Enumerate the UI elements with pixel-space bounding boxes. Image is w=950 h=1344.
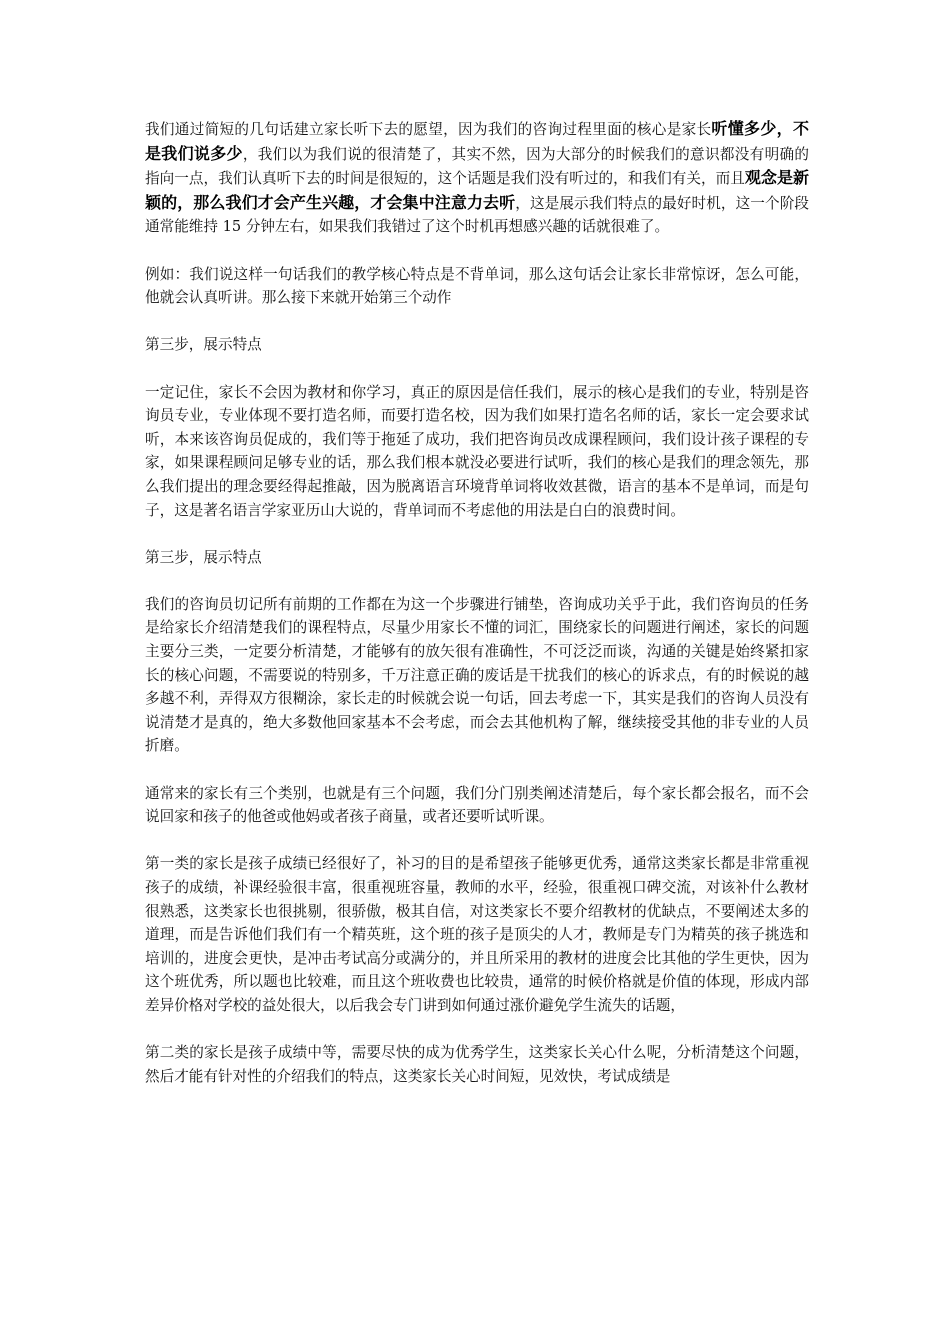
- paragraph-1-text-e: ，这是展示我们特点的最好时机，这一个阶段通常能维持 15 分钟左右，如果我们我错过了这个时机再想感兴趣的话就很难了。: [145, 194, 809, 236]
- section-heading-1: 第三步，展示特点: [145, 336, 262, 354]
- document-body: [145, 117, 809, 1112]
- paragraph-5: 通常来的家长有三个类别，也就是有三个问题，我们分门别类阐述清楚后，每个家长都会报名，而不会说回家和孩子的他爸或他妈或者孩子商量，或者还要听试听课。: [145, 784, 809, 826]
- paragraph-3: 一定记住，家长不会因为教材和你学习，真正的原因是信任我们，展示的核心是我们的专业，特别是咨询员专业，专业体现不要打造名师，而要打造名校，因为我们如果打造名名师的话，家长一定会要求试听，本来该咨询员促成的，我们等于拖延了成功，我们把咨询员改成课程顾问，我们设计孩子课程的专家，如果课程顾问足够专业的话，那么我们根本就没必要进行试听，我们的核心是我们的理念领先，那么我们提出的理念要经得起推敲，因为脱离语言环境背单词将收效甚微，语言的基本不是单词，而是句子，这是著名语言学家亚历山大说的，背单词而不考虑他的用法是白白的浪费时间。: [145, 383, 809, 519]
- paragraph-1-text-a: 我们通过简短的几句话建立家长听下去的愿望，因为我们的咨询过程里面的核心是家长: [145, 121, 712, 138]
- paragraph-1-text-c: ，我们以为我们说的很清楚了，其实不然，因为大部分的时候我们的意识都没有明确的指向一点，我们认真听下去的时间是很短的，这个话题是我们没有听过的，和我们有关，而且: [145, 145, 809, 188]
- section-heading-2: 第三步，展示特点: [145, 548, 262, 566]
- paragraph-6: 第一类的家长是孩子成绩已经很好了，补习的目的是希望孩子能够更优秀，通常这类家长都是非常重视孩子的成绩，补课经验很丰富，很重视班容量，教师的水平，经验，很重视口碑交流，对该补什么教材很熟悉，这类家长也很挑剔，很骄傲，极其自信，对这类家长不要介绍教材的优缺点，不要阐述太多的道理，而是告诉他们我们有一个精英班，这个班的孩子是顶尖的人才，教师是专门为精英的孩子挑选和培训的，进度会更快，是冲击考试高分或满分的，并且所采用的教材的进度会比其他的学生更快，因为这个班优秀，所以题也比较难，而且这个班收费也比较贵，通常的时候价格就是价值的体现，形成内部差异价格对学校的益处很大，以后我会专门讲到如何通过涨价避免学生流失的话题，: [145, 855, 809, 1014]
- paragraph-4: 我们的咨询员切记所有前期的工作都在为这一个步骤进行铺垫，咨询成功关乎于此，我们咨询员的任务是给家长介绍清楚我们的课程特点，尽量少用家长不懂的词汇，围绕家长的问题进行阐述，家长的问题主要分三类，一定要分析清楚，才能够有的放矢很有准确性，不可泛泛而谈，沟通的关键是始终紧扣家长的核心问题，不需要说的特别多，千万注意正确的废话是干扰我们的核心的诉求点，有的时候说的越多越不利，弄得双方很糊涂，家长走的时候就会说一句话，回去考虑一下，其实是我们的咨询人员没有说清楚才是真的，绝大多数他回家基本不会考虑，而会去其他机构了解，继续接受其他的非专业的人员折磨。: [145, 595, 809, 755]
- paragraph-1-emphasis-2: 观念是新颖的，那么我们才会产生兴趣，才会集中注意力去听: [145, 168, 809, 212]
- paragraph-2: 例如：我们说这样一句话我们的教学核心特点是不背单词，那么这句话会让家长非常惊讶，怎么可能，他就会认真听讲。那么接下来就开始第三个动作: [145, 265, 809, 307]
- paragraph-1: [145, 117, 809, 239]
- paragraph-7: 第二类的家长是孩子成绩中等，需要尽快的成为优秀学生，这类家长关心什么呢，分析清楚这个问题，然后才能有针对性的介绍我们的特点，这类家长关心时间短，见效快，考试成绩是: [145, 1044, 809, 1085]
- paragraph-1-emphasis-1: 听懂多少，不是我们说多少: [145, 119, 809, 163]
